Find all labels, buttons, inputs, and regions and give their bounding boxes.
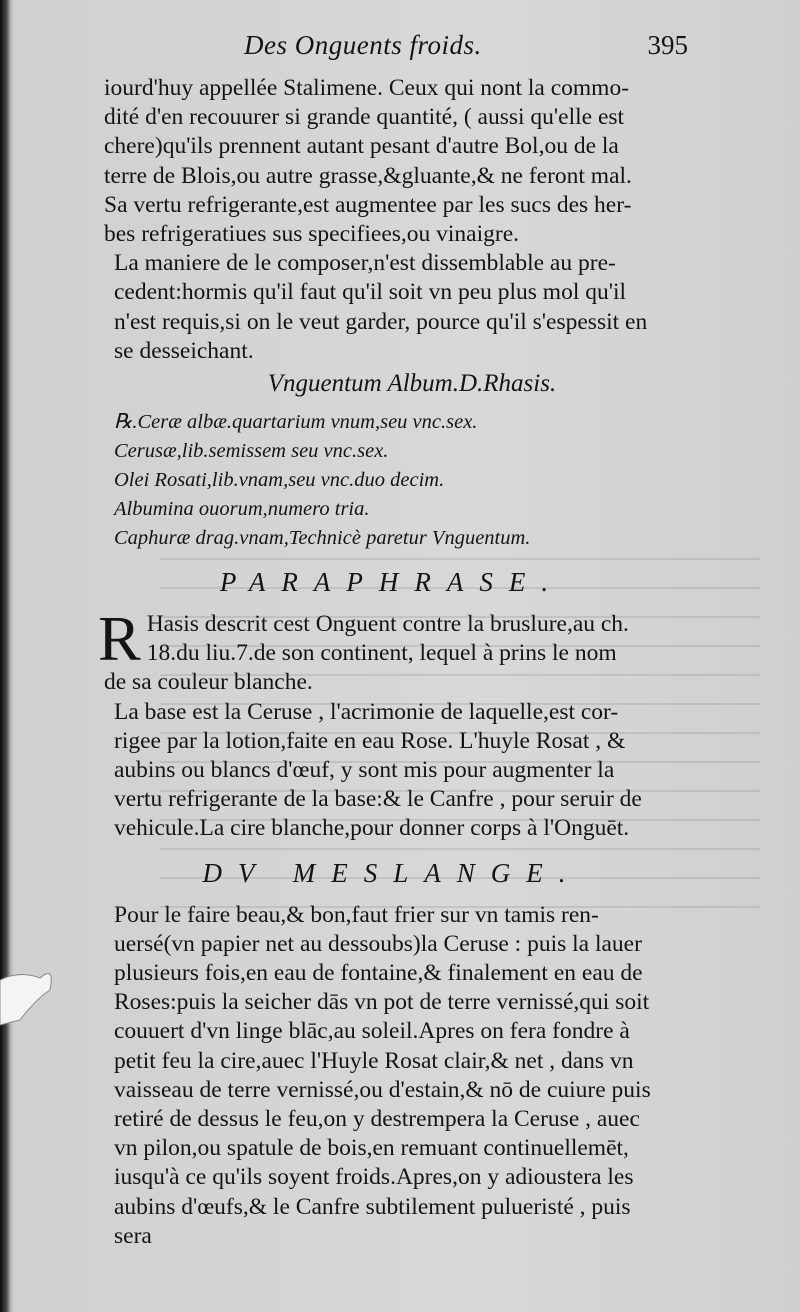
running-title: Des Onguents froids. <box>244 30 482 60</box>
text-line: La maniere de le composer,n'est dissemblable au pre- <box>114 250 616 277</box>
recipe-list <box>114 408 680 553</box>
text-line: dité d'en recouurer si grande quantité, ( aussi qu'elle est <box>104 104 625 131</box>
text-line: vn pilon,ou spatule de bois,en remuant continuellemēt, <box>114 1135 629 1162</box>
paraphrase-paragraph-2 <box>104 698 680 844</box>
recipe-line: ℞.Ceræ albæ.quartarium vnum,seu vnc.sex. <box>114 411 478 434</box>
paragraph-2 <box>104 249 680 366</box>
recipe-line: Cerusæ,lib.semissem seu vnc.sex. <box>114 440 389 463</box>
catchword: sera <box>114 1222 152 1249</box>
text-line: chere)qu'ils prennent autant pesant d'autre Bol,ou de la <box>104 133 619 160</box>
recipe-line: Olei Rosati,lib.vnam,seu vnc.duo decim. <box>114 469 445 492</box>
paragraph-1 <box>104 74 680 249</box>
text-line: iusqu'à ce qu'ils soyent froids.Apres,on y adioustera les <box>114 1164 634 1191</box>
spine-shadow <box>0 0 10 1312</box>
text-line: vehicule.La cire blanche,pour donner corps à l'Onguēt. <box>114 815 630 842</box>
text-line: cedent:hormis qu'il faut qu'il soit vn peu plus mol qu'il <box>114 279 627 306</box>
running-head <box>104 30 688 74</box>
text-line: se desseichant. <box>114 337 254 364</box>
text-line: retiré de dessus le feu,on y destrempera la Ceruse , auec <box>114 1106 640 1133</box>
text-line: petit feu la cire,auec l'Huyle Rosat clair,& net , dans vn <box>114 1047 634 1074</box>
text-line: aubins ou blancs d'œuf, y sont mis pour augmenter la <box>114 757 615 784</box>
text-line: Sa vertu refrigerante,est augmentee par les sucs des her- <box>104 191 632 218</box>
page-number: 395 <box>647 30 688 60</box>
paraphrase-paragraph-1 <box>98 603 680 698</box>
text-line: couuert d'vn linge blāc,au soleil.Apres on fera fondre à <box>114 1018 630 1045</box>
recipe-line: Caphuræ drag.vnam,Technicè paretur Vnguentum. <box>114 527 531 550</box>
text-line: La base est la Ceruse , l'acrimonie de laquelle,est cor- <box>114 698 619 725</box>
text-line: terre de Blois,ou autre grasse,&gluante,& ne feront mal. <box>104 162 632 189</box>
text-line: aubins d'œufs,& le Canfre subtilement pulueristé , puis <box>114 1193 631 1220</box>
text-line: Hasis descrit cest Onguent contre la bruslure,au ch. <box>146 611 629 638</box>
section-heading-meslange: DV MESLANGE. <box>202 857 582 888</box>
drop-cap: R <box>98 603 141 675</box>
text-block <box>98 30 688 1251</box>
section-heading-paraphrase: PARAPHRASE. <box>219 567 565 598</box>
text-line: n'est requis,si on le veut garder, pource qu'il s'espessit en <box>114 308 648 335</box>
page-stain-mark <box>0 960 60 1030</box>
text-line: uersé(vn papier net au dessoubs)la Ceruse : puis la lauer <box>114 930 642 957</box>
text-line: vaisseau de terre vernissé,ou d'estain,& nō de cuiure puis <box>114 1076 651 1103</box>
text-line: Pour le faire beau,& bon,faut frier sur vn tamis ren- <box>114 901 599 928</box>
text-line: 18.du liu.7.de son continent, lequel à prins le nom <box>146 640 617 667</box>
formula-title: Vnguentum Album.D.Rhasis. <box>267 370 557 398</box>
text-line: bes refrigeratiues sus specifiees,ou vinaigre. <box>104 221 520 248</box>
meslange-paragraph <box>104 901 680 1251</box>
text-line: rigee par la lotion,faite en eau Rose. L'huyle Rosat , & <box>114 727 626 754</box>
text-line: de sa couleur blanche. <box>104 669 313 696</box>
recipe-line: Albumina ouorum,numero tria. <box>114 498 370 521</box>
text-line: plusieurs fois,en eau de fontaine,& finalement en eau de <box>114 960 643 987</box>
text-line: iourd'huy appellée Stalimene. Ceux qui nont la commo- <box>104 75 630 101</box>
text-line: vertu refrigerante de la base:& le Canfre , pour seruir de <box>114 786 642 813</box>
text-line: Roses:puis la seicher dās vn pot de terre vernissé,qui soit <box>114 989 650 1016</box>
